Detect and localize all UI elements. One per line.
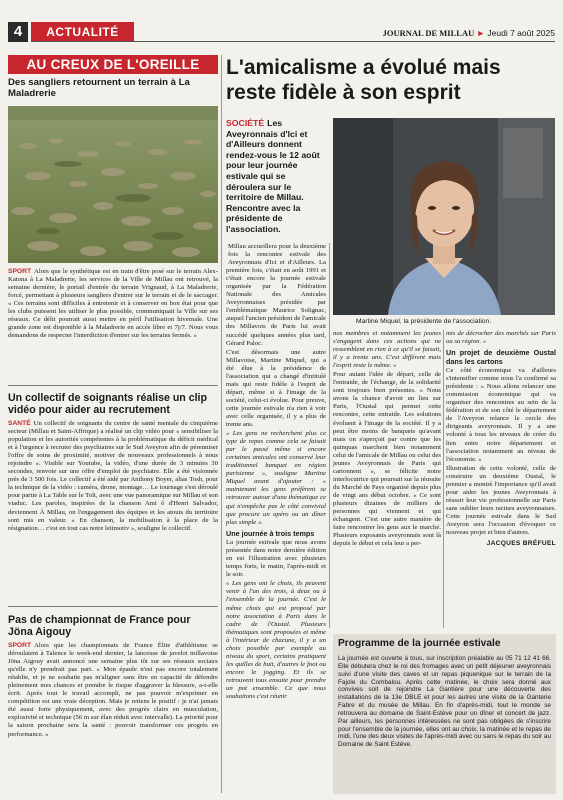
article-col3-p2: Ce côté économique va d'ailleurs s'intensifier comme nous l'a confirmé sa présidente : « Nous allons relancer une commission économique qui va organiser des rencontres au sein de la fédération et de son côté le département de l'Aveyron relance le cercle des dirigeants aveyronnais. Il y a une volonté à tous les niveaux de créer du lien entre notre département et l'association notamment au niveau de l'économie. »	[446, 367, 556, 463]
article-col1-p1: Millau accueillera pour la deuxième fois la rencontre estivale des Aveyronnais d'Ici et d'Ailleurs. La première fois, c'était en août 1991 et c'était encore la journée estivale organisée par la Fédération Nationale des Amicales Aveyronnaises présidée par l'emblématique Maurice Solignac, auquel l'ancien président de l'amicale des Millavois de Paris lui avait succédé quelques années plus tard, Gérard Paloc.	[226, 243, 326, 347]
field-illustration	[8, 106, 218, 263]
program-body: La journée est ouverte à tous, sur inscription préalable au 05 71 12 41 66. Elle débutera chez le roi des fromages avec un petit déjeuner aveyronnais suivi d'une visite des caves et un repas piquenique sur le terrain de la Fajole du Combalou. Après cette matinée, le choix sera donné aux convives soit de rejoindre La Gantière pour une découverte des installations de la 13e DBLE et pour les autres une visite de la Ganterie Fabre et du musée de Millau. En fin d'après-midi, tout le monde se retrouvera au domaine de Saint-Estève pour un dîner et concert de jazz. Par ailleurs, les personnes intéressées ne sont pas obligées de s'inscrire pour l'ensemble de la journée, elles ont au choix, la matinée et le repas de midi, l'une des deux visites de l'après-midi avec ou sans le repas du soir au Domaine de Saint Estève.	[338, 655, 551, 749]
portrait-illustration	[333, 118, 555, 315]
sidebar-rule	[221, 55, 222, 793]
article-column-2	[333, 330, 441, 549]
athletics-text: Alors que les championnats de France Élite d'athlétisme se déroulaient à Talence le week-end dernier, la lanceuse de javelot millavoise Jöna Aigouy avait annoncé une semaine plus tôt sur ses réseaux sociaux qu'elle n'y prendrait pas part. « Mon épaule n'est pas encore totalement rétablie, et je ne souhaite pas m'aligner sans être en capacité de défendre pleinement mes chances et prendre le risque d'aggraver la blessure, a-t-elle écrit. Après tout le travail accompli, ne pas pouvoir m'exprimer en compétition est une vraie déception. Mais je retiens le positif : je n'ai jamais été aussi forte physiquement, avec des progrès clairs en musculation, explosivité et technique (56 m sur élan réduit avec intervalle). La priorité pour la saison prochaine sera la santé : pouvoir transformer ces progrès en performance. »	[8, 642, 218, 738]
article-col1-p5: « Les gens ont le choix, ils peuvent venir à l'un des trois, à deux ou à l'ensemble de la journée. C'est le même choix qui est proposé par notre association à Paris dans le cadre de l'Oustal. Plusieurs thématiques sont proposées et même à l'intérieur de chacune, il y a un choix possible par exemple au niveau du sport, certains pratiquent les quilles de huit, d'autres le foot ou encore le jogging. Et ils se retrouvent tous ensuite pour prendre un pot ensemble. Ce que nous souhaitons c'est réunir	[226, 580, 326, 701]
athletics-headline: Pas de championnat de France pour Jöna Aigouy	[8, 614, 191, 638]
section-banner: ACTUALITÉ	[31, 22, 134, 42]
article-column-3	[446, 330, 556, 548]
boar-kicker: SPORT	[8, 268, 32, 275]
page-number: 4	[8, 22, 28, 42]
article-rule-1	[329, 243, 330, 628]
article-subhead-1: Une journée à trois temps	[226, 528, 315, 538]
article-subhead-2: Un projet de deuxième Oustal dans les cartons	[446, 348, 556, 366]
video-kicker: SANTÉ	[8, 420, 31, 427]
article-column-1	[226, 243, 326, 702]
separator: ►	[476, 28, 486, 38]
article-col3-p3: Illustration de cette volonté, celle de construire un deuxième Oustal, le premier a montré l'importance qu'il avait pour aider les jeunes Aveyronnais à réussir leur vie professionnelle sur Paris sans oublier leurs racines aveyronnaises. Cette journée estivale dans le Sud Aveyron sera l'occasion d'évoquer ce nouveau projet et bien d'autres.	[446, 464, 556, 537]
sidebar-divider-1	[8, 385, 218, 386]
athletics-kicker: SPORT	[8, 642, 32, 649]
header-rule	[31, 41, 555, 42]
video-text: Un collectif de soignants du centre de santé mentale du cinquième secteur (Millau et Saint-Affrique) a réalisé un clip vidéo pour « sensibiliser la population et les autorités compétentes à la problématique du déficit médical et à l'urgence à recruter des psychiatres sur le Sud Aveyron afin de pérenniser l'offre de soins de proximité, motiver de nouveaux professionnels à nous rejoindre ». Visible sur Youtube, la vidéo, d'une durée de 3 minutes 30 secondes, renvoie sur une offre d'emploi de psychiatre. Elle a été visionnée près de 3 500 fois. Le collectif a été aidé par Anthony Boyer, alias Tosh, pour la technique de la vidéo : caméra, drone, montage… Le tournage s'est déroulé pour partie à La Table sur le Tolt, avec une vue panoramique sur Millau et son viaduc. Les paroles, inspirées de la chanson Ami ô d'Henri Salvador, deviennent À Millau, on l'engagement des équipes et les atouts du territoire sont mis en valeur. « En chanson, la mobilisation à la place de la résignation… c'est en tout cas notre leitmotiv », souligne le collectif.	[8, 420, 218, 532]
damaged-field-photo	[8, 106, 218, 263]
boar-text: Alors que le synthétique est en train d'être posé sur le terrain Alex-Katona à La Maladrerie, les services de la Ville de Millau ont retrouvé, la semaine dernière, le portail d'entrée du terrain Vrignaud, à La Maladrerie, forcé, permettant à plusieurs sangliers d'entrer sur le terrain et de le saccager. « Ces terrains sont difficiles à entretenir et à conserver en bon état pour que les clubs puissent les utiliser le plus possible, communiquait la Ville sur ses réseaux. Ce délit pourrait aussi mettre en péril l'utilisation hivernale. Une grande zone est disponible à la Maladrerie en accès libre et 7j/7. Nous vous demandons de respecter l'interdiction d'entrer sur les terrains fermés. »	[8, 268, 218, 340]
article-col2-p2: Pour autant l'idée de départ, celle de l'entraide, de l'échange, de la solidarité sont toujours bien présentes. « Nous avons la chance d'avoir un lieu sur Paris, l'Oustal qui permet cette rencontre, cette entraide. Les solutions évoluent à l'image de la société. Il y a peut être moins de banquets qu'avant mais on s'aperçoit par contre que les quinquas marchent bien notamment celui de l'amicale de Millau ou celui des jeunes Aveyronnais de Paris qui cartonnent », se félicite notre interlocutrice qui poursuit sur la réussite du Marché de Pays organisé depuis plus de vingt ans début octobre. « Ce sont plusieurs dizaines de milliers de personnes qui viennent et qui échangent. C'est une autre manière de faire rencontrer les gens aux le marché. Plusieurs exposants aveyronnais sont là depuis le début et cela leur a per-	[333, 371, 441, 548]
article-para	[226, 243, 326, 348]
president-photo	[333, 118, 555, 315]
program-title: Programme de la journée estivale	[338, 638, 501, 649]
photo-caption: Martine Miquel, la présidente de l'association.	[356, 318, 492, 325]
boar-body	[8, 268, 218, 340]
boar-story	[8, 77, 218, 99]
article-rule-2	[443, 330, 444, 628]
article-kicker: SOCIÉTÉ	[226, 118, 265, 128]
article-byline: JACQUES BRÉFUEL	[486, 540, 556, 548]
video-body	[8, 420, 218, 533]
article-col2-p1: nos membres et notamment les jeunes s'engagent dans ces actions qui ne ressemblent en rien à ce qu'il se faisait, il y a trente ans. C'est différent mais l'esprit reste le même. »	[333, 330, 441, 370]
boar-headline: Des sangliers retournent un terrain à La Maladrerie	[8, 77, 190, 99]
sidebar-divider-2	[8, 606, 218, 607]
program-box	[333, 634, 556, 794]
article-col1-p4: La journée estivale que nous avons présentée dans notre dernière édition en est l'illustration avec plusieurs temps forts, le matin, l'après-midi et le soir.	[226, 539, 326, 579]
issue-date: Jeudi 7 août 2025	[487, 28, 555, 38]
article-col3-p1: mis de décrocher des marchés sur Paris ou sa région. »	[446, 330, 556, 346]
video-headline: Un collectif de soignants réalise un clip vidéo pour aider au recrutement	[8, 392, 207, 416]
page-header	[0, 0, 563, 44]
article-col1-p3: « Les gens ne recherchent plus ce type de repas comme cela se faisait par le passé même si encore certaines amicales ont conservé leur traditionnel banquet en région parisienne », souligne Martine Miquel avant d'ajouter : « maintenant les gens préfèrent se retrouver autour d'une thématique ce qui n'empêche pas le côté convivial que procure un apéro ou un dîner plus simple ».	[226, 430, 326, 526]
sidebar-banner: AU CREUX DE L'OREILLE	[8, 55, 218, 74]
article-col1-p2: C'est désormais une autre Millavoise, Martine Miquel, qui a été élue à la présidence de l'association qui a changé d'intitulé mais qui reste fidèle à l'esprit de départ, même si à l'image de la société, celui-ci évolue. Pour preuve, cette journée estivale n'a rien à voir avec celle organisée, il y a plus de trente ans.	[226, 348, 326, 429]
paper-info	[330, 28, 555, 38]
athletics-body	[8, 642, 218, 739]
article-lede	[226, 118, 326, 235]
paper-name: JOURNAL DE MILLAU	[382, 28, 475, 38]
athletics-story	[8, 614, 218, 739]
lede-text: Les Aveyronnais d'Ici et d'Ailleurs donnent rendez-vous le 12 août pour leur journée estivale qui se déroulera sur le territoire de Millau. Rencontre avec la présidente de l'association.	[226, 118, 320, 234]
article-headline: L'amicalisme a évolué mais reste fidèle à son esprit	[226, 56, 501, 104]
video-story	[8, 392, 218, 533]
